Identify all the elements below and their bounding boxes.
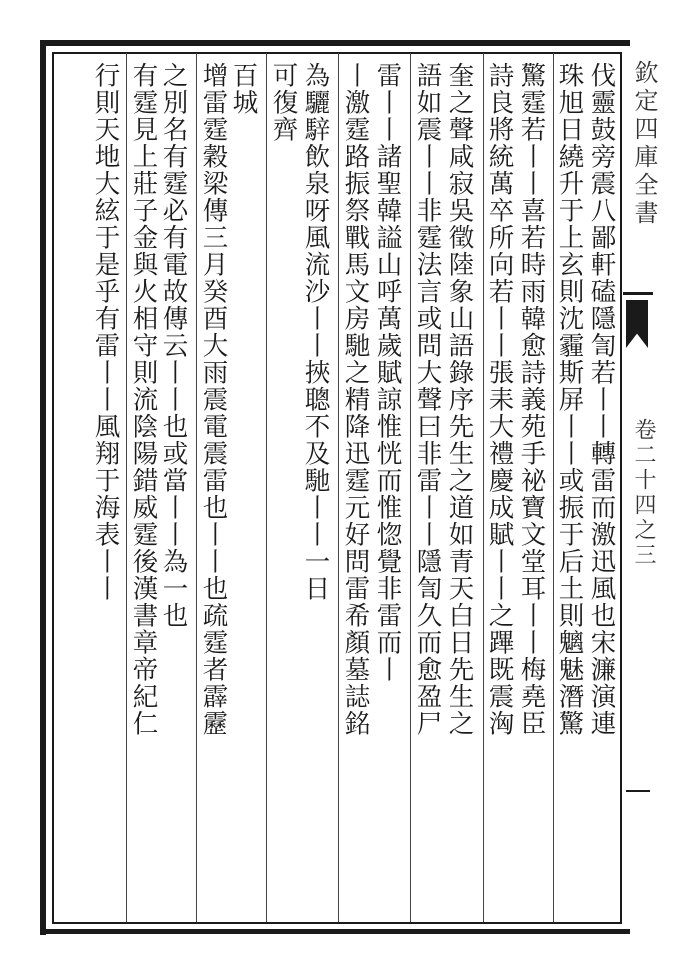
frame-bottom-border bbox=[40, 929, 630, 934]
volume-label: 卷二十四之三 bbox=[631, 418, 656, 568]
book-title: 欽定四庫全書 bbox=[630, 60, 658, 228]
text-column-5: 奎之聲咸寂吳徵陸象山語錄序先生之道如青天白日先生之 bbox=[444, 62, 475, 737]
text-column-2: 珠旭日繞升于上玄則沈霾斯屏丨丨或振于后土則魑魅潛驚 bbox=[554, 62, 585, 737]
margin-mark bbox=[626, 790, 650, 792]
column-rule bbox=[410, 53, 411, 922]
text-column-13: 之別名有霆必有電故傳云丨丨也或當丨丨為一也 bbox=[158, 62, 189, 629]
frame-top-border bbox=[40, 40, 630, 46]
text-column-10: 可復齊 bbox=[268, 62, 299, 143]
text-column-14: 有霆見上莊子金與火相守則流陰陽錯威霆後漢書章帝紀仁 bbox=[128, 62, 159, 737]
text-column-1: 伐靈鼓旁震八鄙軒磕隱訇若丨丨轉雷而激迅風也宋濂演連 bbox=[586, 62, 617, 737]
text-column-11: 百城 bbox=[228, 62, 259, 116]
text-column-9: 為驪騂飲泉呀風流沙丨丨挾聰不及馳丨丨一日 bbox=[300, 62, 331, 602]
inner-left-rule bbox=[52, 52, 54, 924]
text-column-8: 丨激霆路振祭戰馬文房馳之精降迅霆元好問雷希顏墓誌銘 bbox=[340, 62, 371, 737]
column-rule bbox=[553, 53, 554, 922]
text-column-4: 詩良將統萬卒所向若丨丨張耒大禮慶成賦丨丨之蹕既震洶 bbox=[484, 62, 515, 737]
inner-top-rule bbox=[52, 52, 620, 54]
fish-tail-rule bbox=[623, 292, 653, 295]
column-rule bbox=[483, 53, 484, 922]
column-rule bbox=[126, 53, 127, 922]
text-column-15: 行則天地大絃于是乎有雷丨丨風翔于海表丨丨 bbox=[90, 62, 121, 602]
column-rule bbox=[196, 53, 197, 922]
text-column-12: 增雷霆穀梁傳三月癸酉大雨震電震雷也丨丨也疏霆者霹靂 bbox=[198, 62, 229, 737]
column-rule bbox=[266, 53, 267, 922]
text-column-3: 驚霆若丨丨喜若時雨韓愈詩義苑手祕寶文堂耳丨丨梅堯臣 bbox=[516, 62, 547, 737]
frame-left-border bbox=[40, 40, 46, 935]
inner-bottom-rule bbox=[52, 922, 620, 924]
text-column-6: 語如震丨丨非霆法言或問大聲曰非雷丨丨隱訇久而愈盈尸 bbox=[412, 62, 443, 737]
column-rule bbox=[338, 53, 339, 922]
text-column-7: 雷丨丨諸聖韓謚山呼萬歲賦諒惟恍而惟惚覺非雷而丨 bbox=[372, 62, 403, 683]
